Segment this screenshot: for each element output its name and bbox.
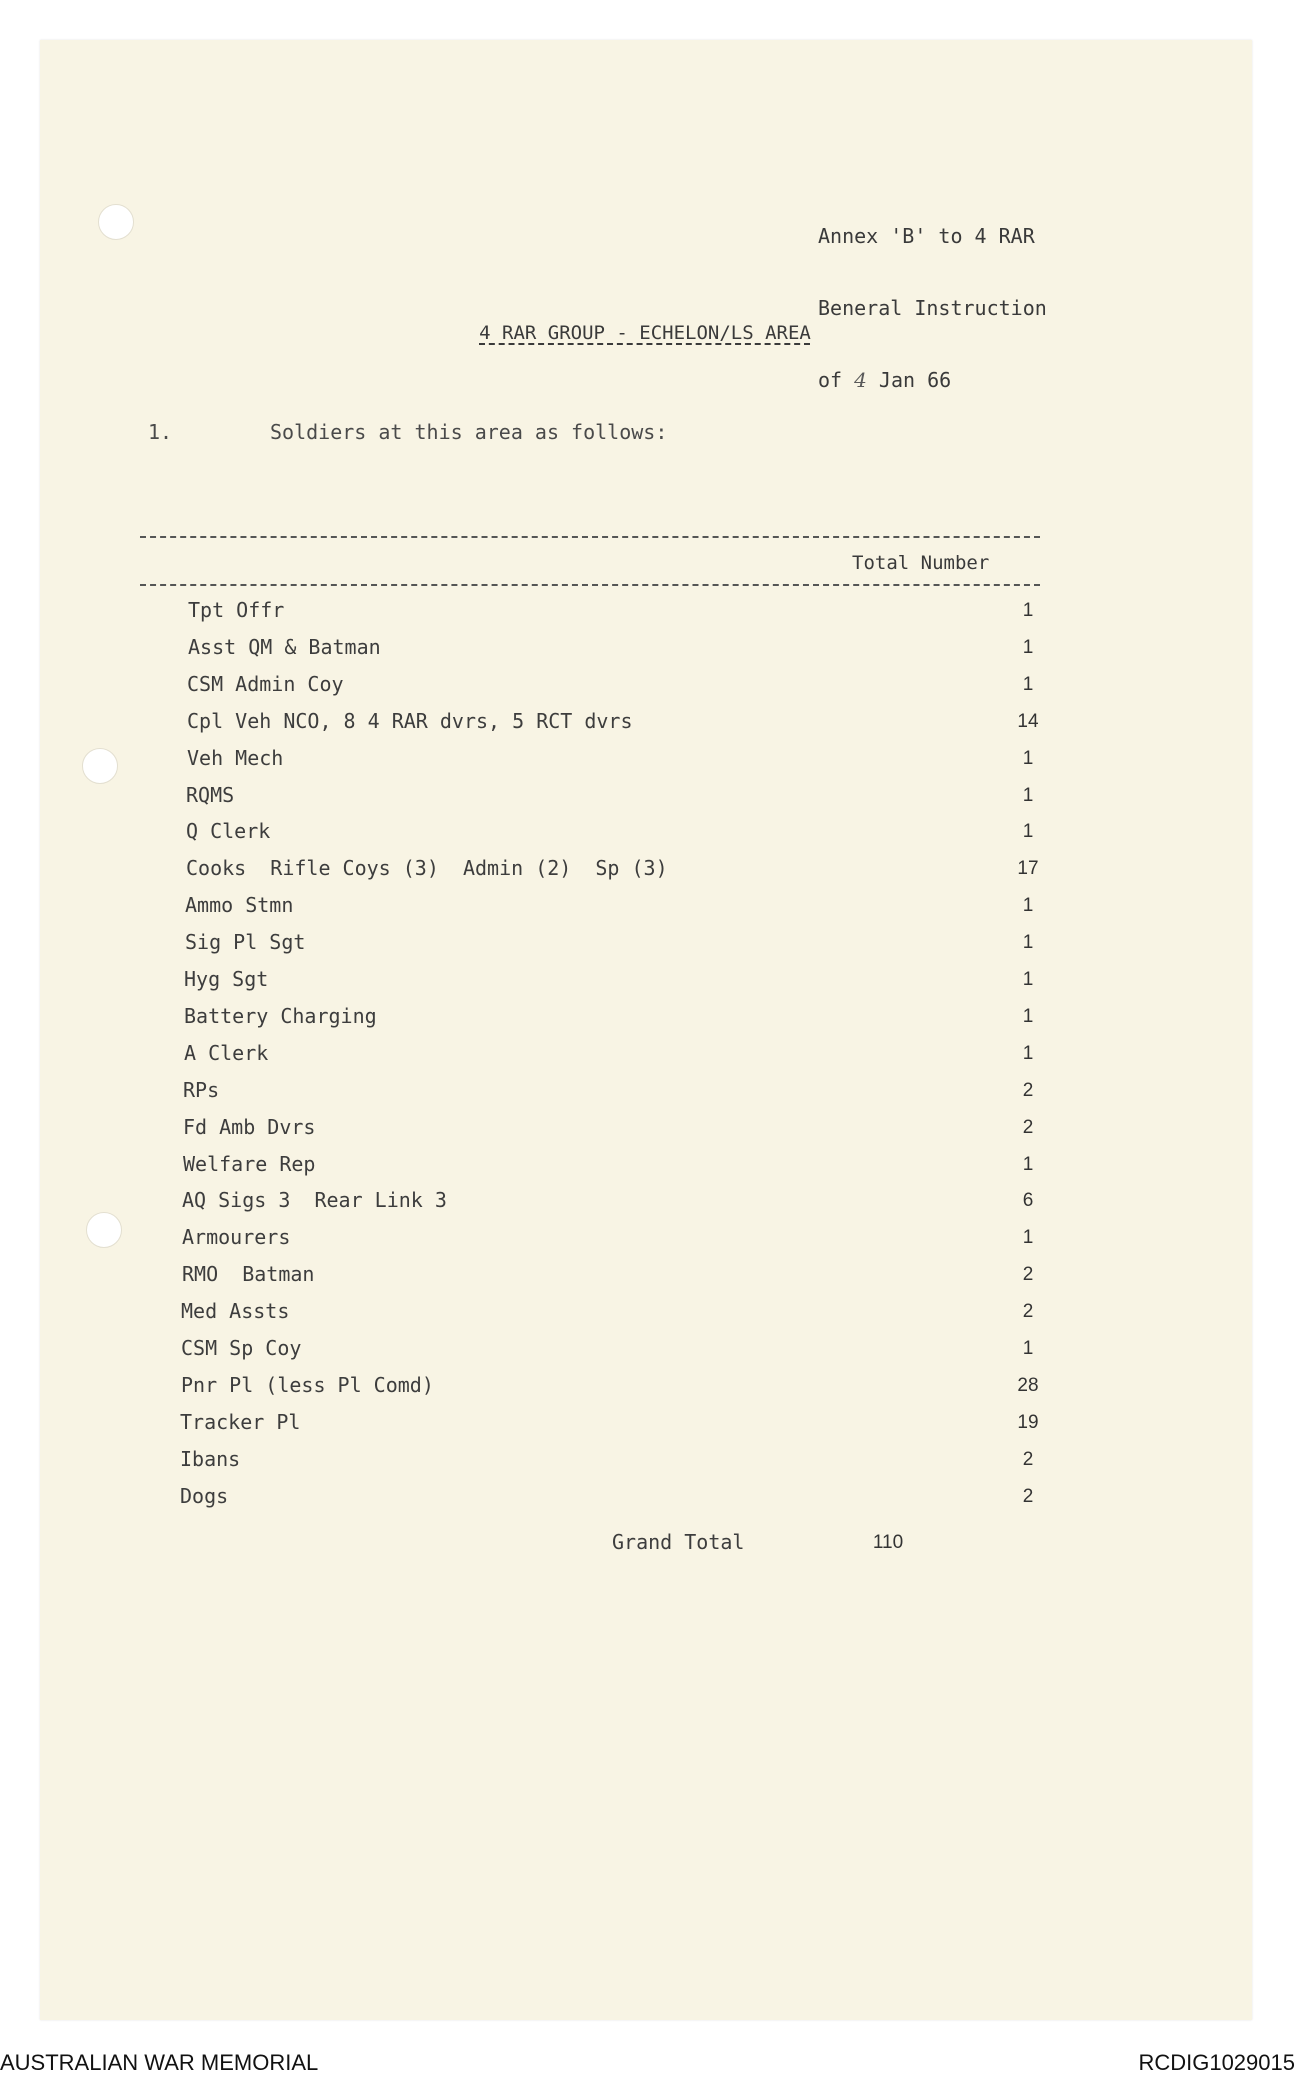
row-label: RPs [183, 1078, 220, 1102]
table-row [185, 893, 1045, 921]
row-total: 1 [1022, 748, 1034, 769]
table-row [182, 1188, 1042, 1216]
table-header-rule [140, 584, 1040, 586]
row-total: 14 [1017, 711, 1039, 732]
punch-hole-top [98, 204, 134, 240]
row-label: Q Clerk [186, 819, 271, 843]
row-label: Cooks Rifle Coys (3) Admin (2) Sp (3) [186, 856, 668, 880]
row-label: Asst QM & Batman [188, 635, 381, 659]
table-row [188, 635, 1048, 663]
table-row [184, 967, 1044, 995]
row-total: 1 [1022, 785, 1034, 806]
table-row [185, 930, 1045, 958]
row-label: Cpl Veh NCO, 8 4 RAR dvrs, 5 RCT dvrs [187, 709, 633, 733]
row-label: Fd Amb Dvrs [183, 1115, 316, 1139]
row-total: 1 [1022, 821, 1034, 842]
footer-catalogue-id: RCDIG1029015 [1138, 2050, 1295, 2075]
punch-hole-middle [82, 748, 118, 784]
row-label: Armourers [182, 1225, 291, 1249]
row-label: Tracker Pl [180, 1410, 301, 1434]
annex-line-2: Beneral Instruction [818, 296, 1047, 320]
paragraph-number: 1. [148, 420, 173, 444]
table-row [182, 1225, 1042, 1253]
annex-line-1: Annex 'B' to 4 RAR [818, 224, 1035, 248]
table-row [188, 598, 1048, 626]
handwritten-day: 4 [854, 368, 867, 392]
row-total: 1 [1022, 969, 1034, 990]
row-label: Dogs [180, 1484, 229, 1508]
table-row [180, 1447, 1040, 1475]
row-total: 2 [1022, 1301, 1034, 1322]
row-total: 1 [1022, 895, 1034, 916]
table-row [186, 856, 1046, 884]
table-row [181, 1373, 1041, 1401]
row-label: Pnr Pl (less Pl Comd) [181, 1373, 434, 1397]
table-row [186, 819, 1046, 847]
row-total: 1 [1022, 1227, 1034, 1248]
row-label: CSM Admin Coy [187, 672, 344, 696]
row-total: 1 [1022, 1043, 1034, 1064]
row-label: A Clerk [184, 1041, 269, 1065]
row-total: 2 [1022, 1264, 1034, 1285]
row-label: Tpt Offr [188, 598, 285, 622]
table-row [187, 709, 1047, 737]
table-row [183, 1152, 1043, 1180]
table-row [186, 783, 1046, 811]
row-total: 2 [1022, 1449, 1034, 1470]
row-label: CSM Sp Coy [181, 1336, 302, 1360]
table-row [183, 1115, 1043, 1143]
row-label: Battery Charging [184, 1004, 377, 1028]
row-total: 2 [1022, 1080, 1034, 1101]
row-label: Welfare Rep [183, 1152, 316, 1176]
row-label: Ammo Stmn [185, 893, 294, 917]
row-label: RMO Batman [182, 1262, 315, 1286]
annex-line-3-suffix: Jan 66 [866, 368, 952, 392]
table-row [187, 746, 1047, 774]
row-total: 28 [1017, 1375, 1039, 1396]
row-total: 1 [1022, 600, 1034, 621]
grand-total-label: Grand Total [612, 1530, 745, 1554]
row-total: 17 [1017, 858, 1039, 879]
paragraph-text: Soldiers at this area as follows: [270, 420, 668, 444]
annex-reference [818, 176, 1047, 416]
document-heading: 4 RAR GROUP - ECHELON/LS AREA [479, 322, 811, 344]
row-total: 2 [1022, 1486, 1034, 1507]
row-total: 1 [1022, 1154, 1034, 1175]
table-row [184, 1041, 1044, 1069]
row-label: Ibans [180, 1447, 241, 1471]
row-label: Med Assts [181, 1299, 290, 1323]
row-label: Sig Pl Sgt [185, 930, 306, 954]
punch-hole-bottom [86, 1212, 122, 1248]
table-row [187, 672, 1047, 700]
column-header-total-number: Total Number [852, 552, 990, 574]
row-label: Hyg Sgt [184, 967, 269, 991]
table-row [181, 1299, 1041, 1327]
table-row [184, 1004, 1044, 1032]
row-total: 1 [1022, 1338, 1034, 1359]
table-row [183, 1078, 1043, 1106]
row-total: 1 [1022, 932, 1034, 953]
row-label: RQMS [186, 783, 235, 807]
annex-line-3-prefix: of [818, 368, 855, 392]
footer-institution: AUSTRALIAN WAR MEMORIAL [0, 2050, 319, 2075]
row-total: 6 [1022, 1190, 1034, 1211]
table-top-rule [140, 536, 1040, 538]
table-row [180, 1484, 1040, 1512]
table-row [180, 1410, 1040, 1438]
grand-total-value: 110 [872, 1532, 904, 1553]
row-total: 2 [1022, 1117, 1034, 1138]
row-total: 19 [1017, 1412, 1039, 1433]
row-label: AQ Sigs 3 Rear Link 3 [182, 1188, 447, 1212]
row-total: 1 [1022, 1006, 1034, 1027]
row-label: Veh Mech [187, 746, 284, 770]
table-row [182, 1262, 1042, 1290]
row-total: 1 [1022, 637, 1034, 658]
row-total: 1 [1022, 674, 1034, 695]
table-row [181, 1336, 1041, 1364]
annex-line-3 [818, 368, 1047, 392]
